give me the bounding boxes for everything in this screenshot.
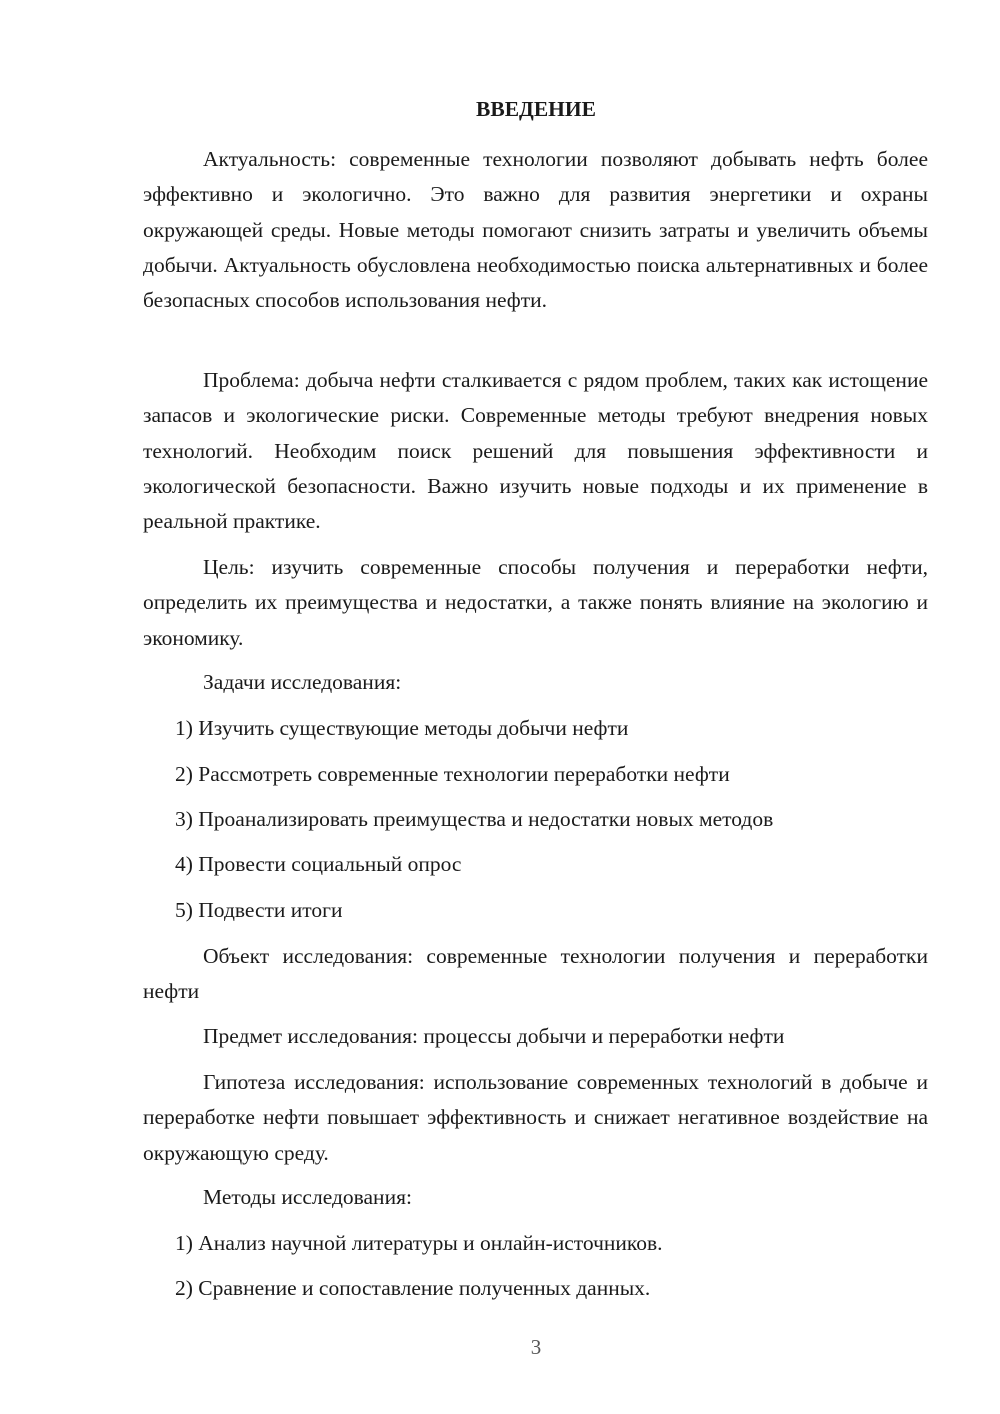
task-item: 4) Провести социальный опрос	[175, 852, 462, 876]
methods-heading: Методы исследования:	[203, 1185, 412, 1209]
subject-paragraph: Предмет исследования: процессы добычи и переработки нефти	[203, 1024, 785, 1048]
task-item: 1) Изучить существующие методы добычи нефти	[175, 716, 629, 740]
method-item: 2) Сравнение и сопоставление полученных данных.	[175, 1276, 651, 1300]
problem-paragraph: Проблема: добыча нефти сталкивается с рядом проблем, таких как истощение запасов и экологические риски. Современные методы требуют внедрения новых технологий. Необходим поиск решений для повышения эффективности и экологической безопасности. Важно изучить новые подходы и их применение в реальной практике.	[143, 368, 928, 534]
section-title: ВВЕДЕНИЕ	[476, 97, 596, 121]
task-item: 2) Рассмотреть современные технологии переработки нефти	[175, 762, 730, 786]
task-item: 3) Проанализировать преимущества и недостатки новых методов	[175, 807, 774, 831]
tasks-heading: Задачи исследования:	[203, 670, 402, 694]
task-item: 5) Подвести итоги	[175, 898, 343, 922]
page-number: 3	[530, 1335, 542, 1359]
object-paragraph: Объект исследования: современные технологии получения и переработки нефти	[143, 944, 928, 1004]
goal-paragraph: Цель: изучить современные способы получения и переработки нефти, определить их преимущества и недостатки, а также понять влияние на экологию и экономику.	[143, 555, 928, 650]
relevance-paragraph: Актуальность: современные технологии позволяют добывать нефть более эффективно и экологично. Это важно для развития энергетики и охраны окружающей среды. Новые методы помогают снизить затраты и увеличить объемы добычи. Актуальность обусловлена необходимостью поиска альтернативных и более безопасных способов использования нефти.	[143, 147, 928, 313]
hypothesis-paragraph: Гипотеза исследования: использование современных технологий в добыче и переработке нефти повышает эффективность и снижает негативное воздействие на окружающую среду.	[143, 1070, 928, 1165]
method-item: 1) Анализ научной литературы и онлайн-источников.	[175, 1231, 663, 1255]
